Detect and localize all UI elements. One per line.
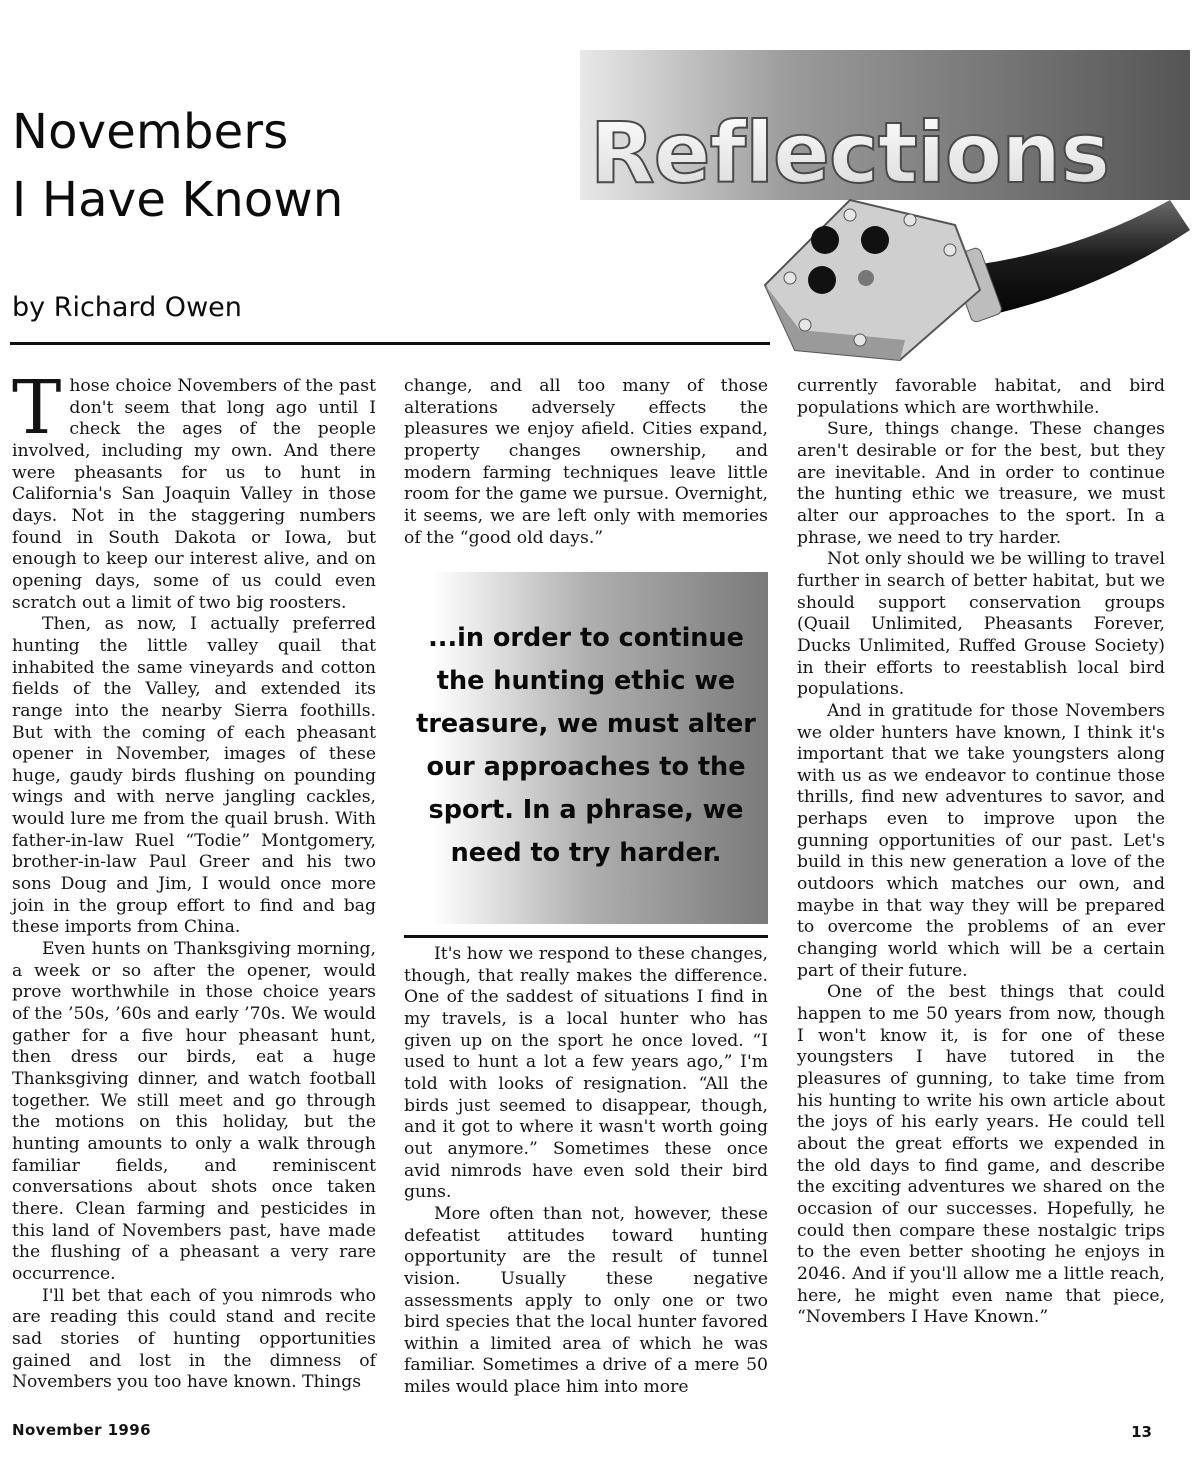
pull-quote bbox=[404, 572, 768, 924]
column-2-bottom bbox=[404, 944, 768, 1399]
paragraph: Then, as now, I actually preferred hunting the little valley quail that inhabited the same vineyards and cotton fields of the Valley, and extended its range into the nearby Sierra foothills. But with the coming of each pheasant opener in November, images of these huge, gaudy birds flushing on pounding wings and with nerve jangling cackles, would lure me from the quail brush. With father-in-law Ruel “Todie” Montgomery, brother-in-law Paul Greer and his two sons Doug and Jim, I would once more join in the group effort to find and bag these imports from China. bbox=[12, 614, 376, 938]
paragraph: Not only should we be willing to travel further in search of better habitat, but we should support conservation groups (Quail Unlimited, Pheasants Forever, Ducks Unlimited, Ruffed Grouse Society) in their efforts to reestablish local bird populations. bbox=[797, 549, 1165, 700]
title-line-2: I Have Known bbox=[12, 172, 344, 228]
paragraph: change, and all too many of those alterations adversely effects the pleasures we enjoy afield. Cities expand, property changes ownership, and modern farming techniques leave little room for the game we pursue. Overnight, it seems, we are left only with memories of the “good old days.” bbox=[404, 376, 768, 548]
page-number: 13 bbox=[1131, 1423, 1152, 1441]
pull-quote-rule bbox=[404, 935, 768, 938]
column-3 bbox=[797, 376, 1165, 1329]
column-1 bbox=[12, 365, 376, 1394]
column-2-top bbox=[404, 376, 768, 549]
paragraph: And in gratitude for those Novembers we older hunters have known, I think it's important that we take youngsters along with us as we endeavor to continue those thrills, find new adventures to savor, and perhaps even to improve upon the gunning opportunities of our past. Let's build in this new generation a love of the outdoors which matches our own, and maybe in that way they will be prepared to overcome the problems of an ever changing world which will be a certain part of their future. bbox=[797, 700, 1165, 981]
paragraph: I'll bet that each of you nimrods who are reading this could stand and recite sad stories of hunting opportunities gained and lost in the dimness of Novembers you too have known. Things bbox=[12, 1285, 376, 1393]
paragraph: currently favorable habitat, and bird populations which are worthwhile. bbox=[797, 376, 1165, 418]
reflections-banner bbox=[560, 50, 1190, 370]
article-title bbox=[12, 98, 572, 234]
paragraph: More often than not, however, these defeatist attitudes toward hunting opportunity are the result of tunnel vision. Usually these negative assessments apply to only one or two bird species that the local hunter favored within a limited area of which he was familiar. Sometimes a drive of a mere 50 miles would place him into more bbox=[404, 1203, 768, 1398]
banner-word: Reflections bbox=[590, 104, 1110, 202]
paragraph: Those choice Novembers of the past don't seem that long ago until I check the ages of the people involved, including my own. And there were pheasants for us to hunt in California's San Joaquin Valley in those days. Not in the staggering numbers found in South Dakota or Iowa, but enough to keep our interest alive, and on opening days, some of us could even scratch out a limit of two big roosters. bbox=[12, 365, 376, 613]
byline: by Richard Owen bbox=[12, 292, 242, 323]
paragraph: Even hunts on Thanksgiving morning, a week or so after the opener, would prove worthwhile in those choice years of the ’50s, ’60s and early ’70s. We would gather for a five hour pheasant hunt, then dress our birds, eat a huge Thanksgiving dinner, and watch football together. We still meet and go through the motions on this holiday, but the hunting amounts to only a walk through familiar fields, and reminiscent conversations about shots once taken there. Clean farming and pesticides in this land of Novembers past, have made the flushing of a pheasant a very rare occurrence. bbox=[12, 939, 376, 1284]
issue-date: November 1996 bbox=[12, 1421, 151, 1439]
drop-cap: T bbox=[12, 365, 62, 451]
paragraph: One of the best things that could happen to me 50 years from now, though I won't know it, is for one of these youngsters I have tutored in the pleasures of gunning, to take time from his hunting to write his own article about the joys of his early years. He could tell about the great efforts we expended in the old days to find game, and describe the exciting adventures we shared on the occasion of our successes. Hopefully, he could then compare these nostalgic trips to the even better shooting he enjoys in 2046. And if you'll allow me a little reach, here, he might even name that piece, “Novembers I Have Known.” bbox=[797, 982, 1165, 1328]
call-device-icon bbox=[765, 200, 1190, 360]
paragraph: It's how we respond to these changes, though, that really makes the difference. One of the saddest of situations I find in my travels, is a local hunter who has given up on the sport he once loved. “I used to hunt a lot a few years ago,” I'm told with looks of resignation. “All the birds just seemed to disappear, though, and it got to where it wasn't worth going out anymore.” Sometimes these once avid nimrods have even sold their bird guns. bbox=[404, 944, 768, 1203]
pull-quote-text: ...in order to continue the hunting ethic we treasure, we must alter our approaches to the sport. In a phrase, we need to try harder. bbox=[416, 623, 756, 868]
title-line-1: Novembers bbox=[12, 104, 289, 160]
paragraph: Sure, things change. These changes aren't desirable or for the best, but they are inevitable. And in order to continue the hunting ethic we treasure, we must alter our approaches to the sport. In a phrase, we need to try harder. bbox=[797, 419, 1165, 548]
header-rule bbox=[10, 342, 770, 345]
